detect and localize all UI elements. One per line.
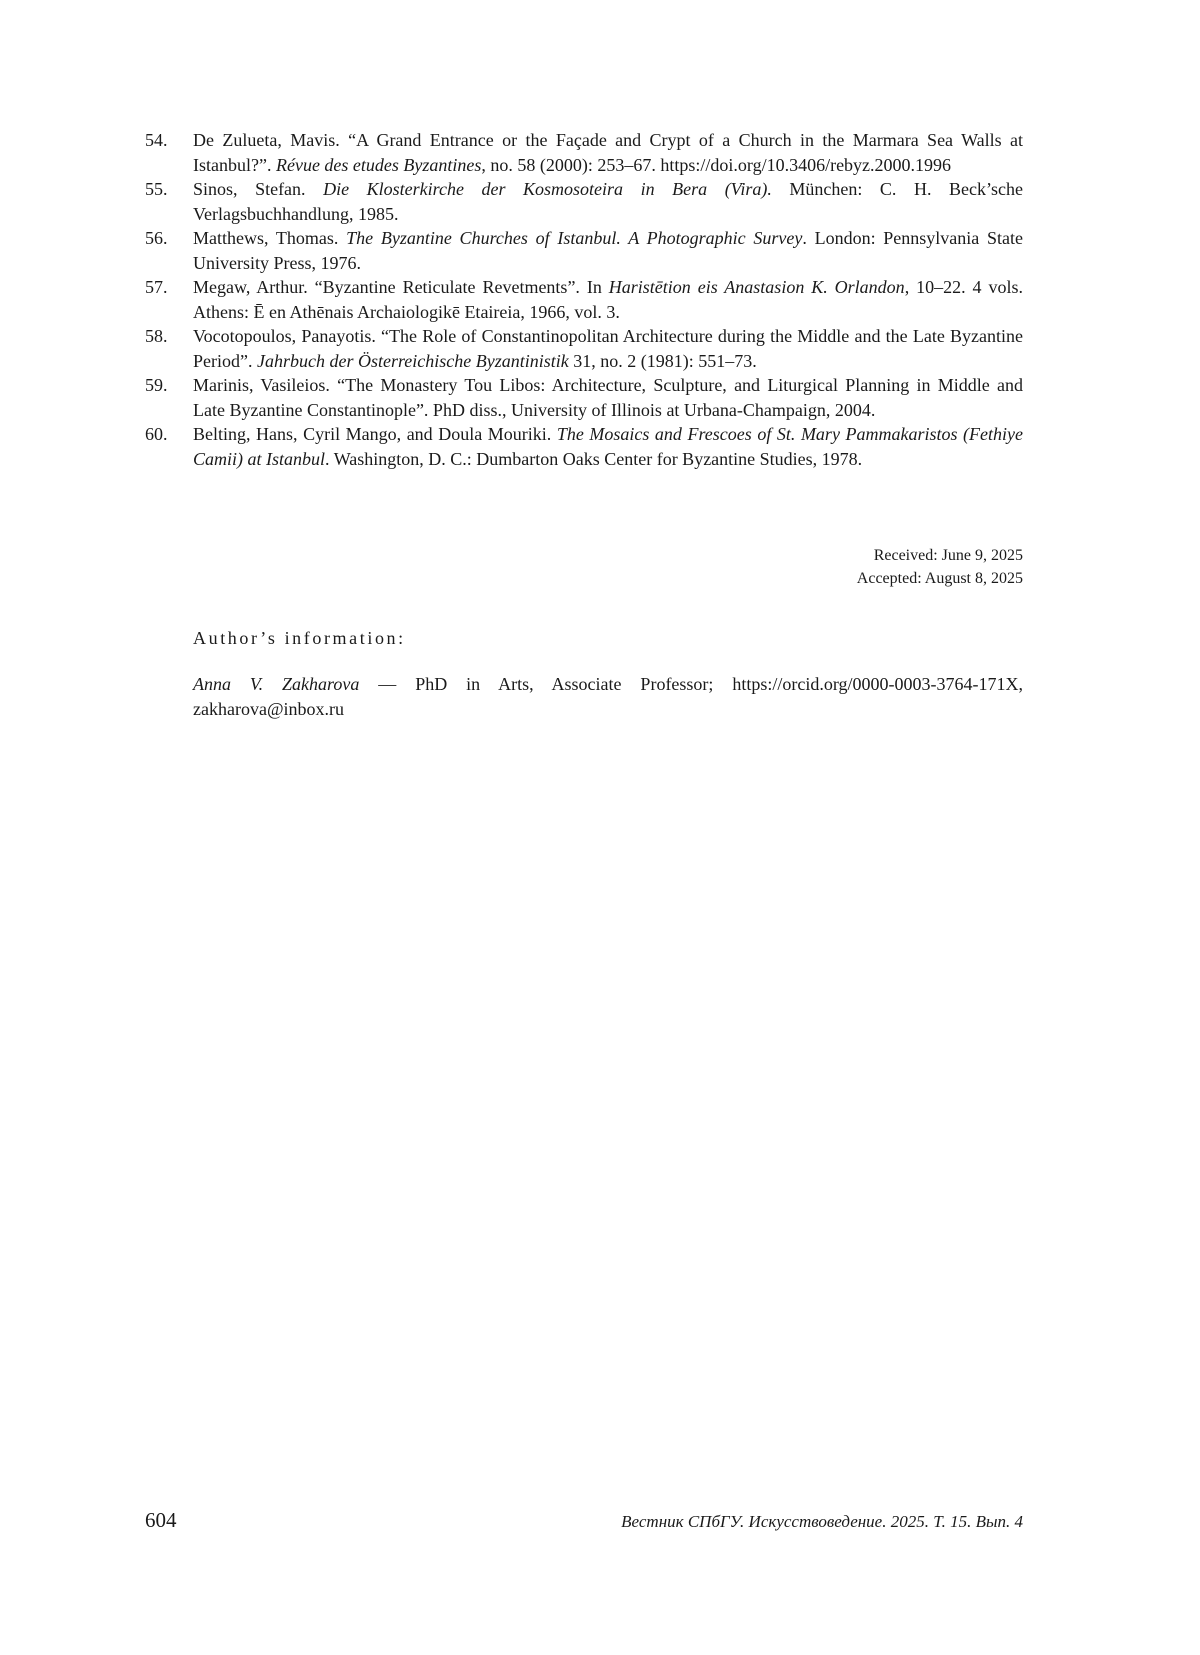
reference-text (193, 177, 1023, 226)
author-info (193, 672, 1023, 722)
journal-running-title: Вестник СПбГУ. Искусствоведение. 2025. Т. 15. Вып. 4 (621, 1512, 1023, 1531)
reference-segment: Belting, Hans, Cyril Mango, and Doula Mouriki. (193, 424, 557, 444)
reference-number: 54. (145, 130, 168, 150)
reference-segment: , no. 58 (2000): 253–67. https://doi.org/10.3406/rebyz.2000.1996 (481, 154, 952, 175)
reference-text (193, 275, 1023, 324)
author-info-heading: Author’s information: (193, 628, 406, 648)
reference-segment: Marinis, Vasileios. “The Monastery Tou Libos: Architecture, Sculpture, and Liturgical Planning in Middle and Late Byzantine Constantinople”. PhD diss., University of Illinois at Urbana-Champaign, 2004. (193, 375, 1023, 420)
reference-segment: Matthews, Thomas. (193, 228, 347, 248)
received-date: Received: June 9, 2025 (873, 547, 1023, 564)
reference-item (145, 373, 1023, 422)
reference-number: 57. (145, 277, 168, 297)
reference-text (193, 128, 1023, 177)
reference-segment: Sinos, Stefan. (193, 179, 324, 199)
reference-text (193, 422, 1023, 471)
reference-list (145, 128, 1023, 471)
reference-item (145, 177, 1023, 226)
reference-item (145, 324, 1023, 373)
reference-segment: Megaw, Arthur. “Byzantine Reticulate Revetments”. In (193, 277, 609, 297)
reference-number: 55. (145, 179, 168, 199)
reference-segment: . Washington, D. C.: Dumbarton Oaks Center for Byzantine Studies, 1978. (325, 448, 863, 469)
reference-item (145, 226, 1023, 275)
reference-item (145, 422, 1023, 471)
submission-dates (857, 544, 1023, 590)
reference-item (145, 128, 1023, 177)
reference-item (145, 275, 1023, 324)
reference-number: 56. (145, 228, 168, 248)
reference-text (193, 324, 1023, 373)
reference-title: Haristētion eis Anastasion K. Orlandon (608, 277, 905, 297)
reference-segment: 31, no. 2 (1981): 551–73. (568, 350, 757, 371)
accepted-date: Accepted: August 8, 2025 (856, 570, 1023, 587)
reference-title: The Mosaics and Frescoes of St. Mary Pammakaristos (Fethiye Camii) at Istanbul (193, 424, 1023, 469)
reference-number: 59. (145, 375, 168, 395)
reference-segment: . London: Pennsylvania State University Press, 1976. (193, 228, 1024, 273)
reference-title: Jahrbuch der Österreichische Byzantinistik (256, 350, 569, 371)
author-name: Anna V. Zakharova (193, 674, 360, 694)
reference-title: Révue des etudes Byzantines (275, 154, 482, 175)
reference-title: The Byzantine Churches of Istanbul. A Photographic Survey (346, 228, 803, 248)
reference-text (193, 373, 1023, 422)
reference-title: Die Klosterkirche der Kosmosoteira in Bera (Vira). (323, 179, 772, 199)
page-number: 604 (145, 1508, 177, 1532)
reference-segment: De Zulueta, Mavis. “A Grand Entrance or the Façade and Crypt of a Church in the Marmara Sea Walls at Istanbul?”. (193, 130, 1023, 175)
reference-segment: München: C. H. Beck’sche Verlagsbuchhandlung, 1985. (193, 179, 1023, 224)
reference-segment: Vocotopoulos, Panayotis. “The Role of Constantinopolitan Architecture during the Middle and the Late Byzantine Period”. (193, 326, 1023, 371)
reference-text (193, 226, 1023, 275)
reference-segment: , 10–22. 4 vols. Athens: Ē en Athēnais Archaiologikē Etaireia, 1966, vol. 3. (193, 277, 1023, 322)
author-details: — PhD in Arts, Associate Professor; https://orcid.org/0000-0003-3764-171X, zakharova@inbox.ru (193, 674, 1024, 719)
reference-number: 58. (145, 326, 168, 346)
reference-number: 60. (145, 424, 168, 444)
